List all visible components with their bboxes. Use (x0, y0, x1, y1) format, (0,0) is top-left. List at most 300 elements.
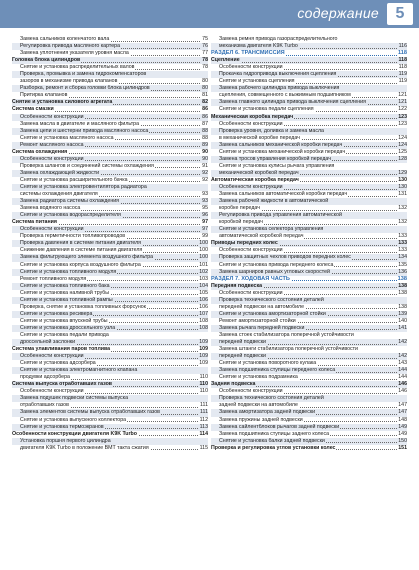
toc-entry-page: 110 (199, 374, 208, 381)
toc-entry (12, 360, 208, 367)
toc-entry (211, 128, 407, 135)
toc-chapter-entry (211, 240, 407, 247)
toc-entry (12, 311, 208, 318)
toc-entry-page: 92 (202, 176, 208, 183)
toc-entry-page: 119 (398, 78, 407, 85)
toc-entry (211, 36, 407, 43)
toc-entry (12, 163, 208, 170)
toc-entry (12, 156, 208, 163)
toc-entry-page: 93 (202, 198, 208, 205)
toc-entry (12, 290, 208, 297)
toc-entry-title: передней подвески на автомобиле (211, 304, 305, 311)
toc-entry-page: 118 (397, 50, 407, 57)
toc-entry-page: 101 (199, 261, 208, 268)
toc-entry-title: Проверка шлангов и соединений системы охлаждения (12, 163, 155, 170)
toc-entry-title: Снятие и установка электромагнитного клапана (12, 367, 138, 374)
page-number: 5 (387, 3, 413, 25)
toc-entry-page: 111 (200, 402, 208, 409)
toc-chapter-entry (12, 99, 208, 106)
toc-chapter-entry (12, 106, 208, 113)
toc-entry-page: 100 (199, 247, 208, 254)
toc-entry (211, 43, 407, 50)
toc-entry-page: 141 (398, 324, 407, 331)
toc-entry (12, 191, 208, 198)
toc-entry (12, 50, 208, 57)
toc-entry-page: 136 (398, 268, 407, 275)
toc-entry (211, 438, 407, 445)
toc-entry-page: 130 (398, 176, 407, 183)
toc-entry-title: Снятие и установка топливного модуля (12, 269, 117, 276)
toc-entry-title: Снятие и установка сцепления (211, 78, 296, 85)
toc-entry-page: 111 (200, 409, 208, 416)
toc-entry-title: Замена ремня привода газораспределительного (211, 36, 338, 43)
toc-entry-title: Замена амортизатора задней подвески (211, 409, 316, 416)
toc-entry-page: 116 (398, 43, 407, 50)
toc-entry (12, 85, 208, 92)
toc-entry-page: 100 (199, 254, 208, 261)
toc-entry (211, 254, 407, 261)
toc-entry-page: 109 (199, 360, 208, 367)
toc-entry-title: Снятие и установка привода переднего колеса (211, 262, 334, 269)
toc-entry (211, 325, 407, 332)
toc-entry-title: Замена шарниров равных угловых скоростей (211, 269, 331, 276)
toc-entry-title: Снятие и установка дроссельного узла (12, 325, 116, 332)
toc-entry-page: 107 (199, 310, 208, 317)
toc-entry (211, 226, 407, 233)
toc-entry-title: сцепления, совмещенного с выжимным подшипником (211, 92, 352, 99)
toc-entry-page: 115 (199, 444, 208, 451)
toc-entry-title: Снятие и установка выпускного коллектора (12, 417, 127, 424)
toc-entry-title: Проверка уровня, доливка и замена масла (211, 128, 325, 135)
toc-entry-page: 99 (202, 233, 208, 240)
toc-entry-page: 123 (398, 120, 407, 127)
toc-entry-page: 90 (202, 148, 208, 155)
toc-entry (12, 402, 208, 409)
toc-entry (211, 262, 407, 269)
toc-entry-title: коробке передач (211, 205, 261, 212)
toc-entry-title: Система улавливания паров топлива (12, 346, 111, 353)
toc-entry-title: Замена радиатора системы охлаждения (12, 198, 120, 205)
toc-chapter-entry (12, 219, 208, 226)
toc-entry-title: Проверка, снятие и установка топливных форсунок (12, 304, 147, 311)
toc-entry-page: 147 (398, 409, 407, 416)
toc-entry-title: Регулировка привода управления автоматической (211, 212, 343, 219)
toc-entry (211, 346, 407, 353)
toc-chapter-entry (12, 381, 208, 388)
toc-entry-page: 110 (199, 381, 208, 388)
toc-entry-page: 132 (398, 219, 407, 226)
toc-entry-page: 78 (202, 57, 208, 64)
toc-entry-page: 138 (398, 289, 407, 296)
toc-entry (12, 395, 208, 402)
toc-entry (12, 64, 208, 71)
toc-entry-title: Замена штанги стабилизатора поперечной устойчивости (211, 346, 359, 353)
toc-entry-title: Замена рычага передней подвески (211, 325, 305, 332)
toc-entry (211, 318, 407, 325)
toc-entry-title: Система питания (12, 219, 57, 226)
toc-entry-title: Проверка защитных чехлов приводов передних колес (211, 254, 352, 261)
toc-entry (12, 353, 208, 360)
toc-entry (12, 184, 208, 191)
toc-entry-title: Замена элементов системы выпуска отработавших газов (12, 409, 161, 416)
toc-entry-page: 100 (199, 240, 208, 247)
toc-entry (211, 332, 407, 339)
toc-entry-page: 133 (398, 240, 407, 247)
toc-entry-title: Притирка клапанов (12, 92, 68, 99)
toc-entry-title: Снятие и установка масляного насоса (12, 135, 115, 142)
toc-entry-title: двигателя K9K Turbo в положение ВМТ такта сжатия (12, 445, 150, 452)
toc-entry-title: Снятие и установка педали привода (12, 332, 110, 339)
toc-entry-title: Снятие и установка распределительных валов (12, 64, 135, 71)
toc-entry-title: Замена сальников автоматической коробки передач (211, 191, 348, 198)
toc-entry-title: Замена подушек подвески системы выпуска (12, 395, 129, 402)
toc-entry-page: 113 (199, 423, 208, 430)
toc-chapter-entry (211, 283, 407, 290)
toc-entry-page: 146 (398, 381, 407, 388)
toc-chapter-entry (12, 57, 208, 64)
toc-section-heading (211, 50, 407, 57)
toc-entry-page: 97 (202, 219, 208, 226)
toc-entry (211, 247, 407, 254)
toc-entry-title: Замена стоек стабилизатора поперечной устойчивости (211, 332, 355, 339)
toc-entry (12, 43, 208, 50)
toc-entry (12, 438, 208, 445)
toc-entry-title: Проверка и регулировка углов установки колес (211, 444, 336, 451)
toc-entry (12, 339, 208, 346)
toc-entry-page: 104 (199, 282, 208, 289)
toc-entry (12, 409, 208, 416)
toc-entry-title: Особенности конструкции (211, 290, 284, 297)
toc-entry (12, 276, 208, 283)
toc-entry (12, 121, 208, 128)
toc-entry-page: 133 (398, 233, 407, 240)
toc-entry (12, 262, 208, 269)
toc-entry (12, 128, 208, 135)
toc-entry-title: Замена сальников механической коробки передач (211, 142, 343, 149)
toc-entry-page: 131 (398, 191, 407, 198)
toc-entry-page: 146 (398, 388, 407, 395)
toc-entry (12, 388, 208, 395)
toc-entry-title: Проверка, промывка и замена гидрокомпенсаторов (12, 71, 147, 78)
toc-right-column (211, 36, 407, 452)
toc-entry (211, 99, 407, 106)
toc-entry-title: Снятие и установка впускной трубы (12, 318, 109, 325)
toc-entry-page: 108 (199, 317, 208, 324)
toc-entry-title: Снятие и установка амортизаторной стойки (211, 311, 327, 318)
toc-entry-page: 149 (398, 430, 407, 437)
toc-entry-title: Снятие и установка расширительного бачка (12, 177, 129, 184)
toc-entry-page: 144 (398, 374, 407, 381)
toc-entry-title: Снятие и установка адсорбера (12, 360, 97, 367)
toc-entry-page: 103 (199, 275, 208, 282)
toc-entry-page: 81 (202, 92, 208, 99)
toc-entry-title: Снятие и установка топливного бака (12, 283, 111, 290)
toc-entry (12, 212, 208, 219)
toc-entry (12, 114, 208, 121)
toc-chapter-entry (12, 346, 208, 353)
toc-entry (12, 205, 208, 212)
toc-entry-title: Проверка технического состояния деталей (211, 297, 325, 304)
toc-entry (12, 283, 208, 290)
toc-entry-page: 138 (397, 275, 407, 282)
toc-entry-title: Система смазки (12, 106, 54, 113)
toc-chapter-entry (211, 381, 407, 388)
toc-entry (12, 92, 208, 99)
toc-entry-title: Снятие и установка силового агрегата (12, 99, 113, 106)
toc-entry-page: 118 (398, 64, 407, 71)
toc-entry-title: дроссельной заслонки (12, 339, 76, 346)
toc-entry-title: Система выпуска отработавших газов (12, 381, 113, 388)
header-title: содержание (297, 5, 379, 21)
toc-entry (211, 424, 407, 431)
toc-entry-page: 142 (398, 339, 407, 346)
toc-entry-title: задней подвески на автомобиле (211, 402, 299, 409)
toc-entry (211, 388, 407, 395)
toc-entry-title: Снятие и установка подрамника (211, 374, 299, 381)
toc-entry (211, 135, 407, 142)
toc-entry-page: 134 (398, 254, 407, 261)
toc-entry (12, 332, 208, 339)
toc-entry-title: Прокачка гидропривода выключения сцепления (211, 71, 337, 78)
toc-entry (211, 304, 407, 311)
toc-entry-page: 106 (199, 296, 208, 303)
toc-entry-page: 138 (398, 303, 407, 310)
toc-entry-page: 88 (202, 127, 208, 134)
toc-entry-title: Снятие и установка наливной трубы (12, 290, 110, 297)
toc-chapter-entry (12, 149, 208, 156)
toc-entry-page: 112 (199, 416, 208, 423)
toc-entry-title: Замена рабочего цилиндра привода выключения (211, 85, 340, 92)
toc-entry-title: Особенности конструкции (211, 388, 284, 395)
toc-entry-title: Снятие и установка кулисы рычага управления (211, 163, 335, 170)
toc-entry-title: Задняя подвеска (211, 381, 256, 388)
toc-entry-page: 80 (202, 78, 208, 85)
toc-entry-page: 86 (202, 106, 208, 113)
toc-entry-title: Особенности конструкции двигателя K9K Turbo (12, 430, 137, 437)
toc-entry (12, 424, 208, 431)
toc-entry (211, 149, 407, 156)
toc-entry-title: Система охлаждения (12, 148, 68, 155)
toc-entry (12, 374, 208, 381)
toc-entry-page: 128 (398, 155, 407, 162)
toc-entry-page: 147 (398, 402, 407, 409)
toc-entry-page: 123 (398, 113, 407, 120)
toc-entry (211, 106, 407, 113)
toc-entry (211, 290, 407, 297)
toc-entry (12, 367, 208, 374)
toc-entry (211, 142, 407, 149)
toc-entry (12, 198, 208, 205)
toc-entry-page: 142 (398, 353, 407, 360)
toc-entry-title: Снятие и установка водораспределителя (12, 212, 122, 219)
toc-chapter-entry (12, 431, 208, 438)
toc-entry-title: передней подвески (211, 339, 267, 346)
toc-entry-title: Замена подшипника ступицы заднего колеса (211, 431, 330, 438)
toc-entry-title: Снятие и установка поворотного кулака (211, 360, 317, 367)
toc-entry (12, 233, 208, 240)
toc-entry (211, 121, 407, 128)
toc-entry (12, 226, 208, 233)
toc-entry (211, 360, 407, 367)
toc-entry (211, 205, 407, 212)
toc-entry-title: Снятие и установка топливной рампы (12, 297, 114, 304)
toc-entry-title: Замена охлаждающей жидкости (12, 170, 100, 177)
toc-entry-title: Особенности конструкции (12, 226, 85, 233)
toc-entry-title: Особенности конструкции (12, 353, 85, 360)
toc-entry (12, 254, 208, 261)
toc-entry-title: Проверка давления в системе питания двигателя (12, 240, 142, 247)
toc-entry-title: Сцепление (211, 57, 240, 64)
toc-entry (211, 198, 407, 205)
toc-entry-title: Особенности конструкции (211, 184, 284, 191)
toc-entry-page: 132 (398, 205, 407, 212)
toc-entry-page: 77 (202, 50, 208, 57)
toc-entry (12, 177, 208, 184)
toc-entry-page: 76 (202, 43, 208, 50)
toc-entry-title: РАЗДЕЛ 7. ХОДОВАЯ ЧАСТЬ (211, 275, 290, 282)
toc-entry-page: 121 (398, 99, 407, 106)
toc-entry (211, 339, 407, 346)
toc-entry-title: Ремонт амортизаторной стойки (211, 318, 297, 325)
toc-entry-title: Снятие и установка ресивера (12, 311, 93, 318)
toc-entry (211, 402, 407, 409)
toc-entry-page: 108 (199, 324, 208, 331)
toc-entry-page: 124 (398, 141, 407, 148)
toc-entry-page: 138 (398, 282, 407, 289)
toc-entry-page: 151 (398, 444, 407, 451)
toc-entry (211, 311, 407, 318)
toc-entry (12, 417, 208, 424)
toc-entry-title: Снятие и установка балки задней подвески (211, 438, 326, 445)
toc-entry-title: Замена рабочей жидкости в автоматической (211, 198, 329, 205)
toc-entry-page: 75 (202, 36, 208, 42)
toc-chapter-entry (211, 114, 407, 121)
toc-entry (211, 64, 407, 71)
toc-entry-title: Снятие и установка селектора управления (211, 226, 324, 233)
toc-entry (12, 135, 208, 142)
toc-entry-page: 96 (202, 212, 208, 219)
toc-entry-title: Автоматическая коробка передач (211, 176, 299, 183)
toc-entry (12, 445, 208, 452)
toc-entry-title: Снятие и установка термоэкранов (12, 424, 105, 431)
toc-entry-page: 140 (398, 317, 407, 324)
toc-entry (211, 71, 407, 78)
toc-entry-page: 150 (398, 437, 407, 444)
toc-entry (211, 85, 407, 92)
toc-entry (211, 78, 407, 85)
toc-entry-page: 114 (199, 430, 208, 437)
toc-entry-title: Регулировка привода масляного картера (12, 43, 121, 50)
toc-entry-page: 97 (202, 226, 208, 233)
toc-entry-page: 102 (199, 268, 208, 275)
toc-entry (12, 247, 208, 254)
toc-entry-title: Замена водяного насоса (12, 205, 81, 212)
toc-entry (12, 170, 208, 177)
toc-entry (211, 163, 407, 170)
toc-entry-title: Разборка, ремонт и сборка головки блока цилиндров (12, 85, 151, 92)
toc-entry-title: механической коробкой передач (211, 170, 300, 177)
toc-entry-page: 139 (398, 310, 407, 317)
toc-entry-title: Замена уплотнения указателя уровня масла (12, 50, 130, 57)
toc-entry-title: Замена сальников коленчатого вала (12, 36, 110, 43)
toc-entry-page: 95 (202, 205, 208, 212)
toc-entry-page: 143 (398, 360, 407, 367)
toc-entry-title: в механической коробке передач (211, 135, 301, 142)
toc-entry-title: Механическая коробка передач (211, 113, 294, 120)
toc-entry-title: Особенности конструкции (211, 121, 284, 128)
toc-entry (211, 374, 407, 381)
toc-entry (211, 367, 407, 374)
toc-entry-title: Снятие и установка электровентилятора радиатора (12, 184, 148, 191)
toc-entry (211, 431, 407, 438)
toc-entry-page: 90 (202, 155, 208, 162)
toc-entry-title: Замена подшипника ступицы переднего колеса (211, 367, 336, 374)
toc-entry-title: передней подвески (211, 353, 267, 360)
toc-entry-title: Установка поршня первого цилиндра (12, 438, 112, 445)
toc-entry-title: Ремонт масляного насоса (12, 142, 85, 149)
page-header (0, 0, 419, 28)
toc-entry-title: Особенности конструкции (12, 156, 85, 163)
toc-entry-page: 93 (202, 191, 208, 198)
toc-entry-title: автоматической коробкой передач (211, 233, 304, 240)
toc-entry-page: 119 (398, 71, 407, 78)
toc-entry-title: РАЗДЕЛ 6. ТРАНСМИССИЯ (211, 50, 285, 57)
toc-entry-title: Замена масла в двигателе и масляного фильтра (12, 121, 140, 128)
toc-entry-title: Снятие и установка механической коробки передач (211, 149, 346, 156)
toc-entry (211, 170, 407, 177)
toc-entry-title: Передняя подвеска (211, 282, 263, 289)
toc-entry-page: 144 (398, 367, 407, 374)
toc-entry-title: Особенности конструкции (12, 114, 85, 121)
toc-entry-page: 106 (199, 303, 208, 310)
toc-entry (211, 156, 407, 163)
toc-entry-page: 124 (398, 134, 407, 141)
toc-entry-title: зазоров в механизме привода клапанов (12, 78, 118, 85)
toc-entry-page: 86 (202, 113, 208, 120)
toc-entry (211, 212, 407, 219)
toc-entry (211, 92, 407, 99)
toc-entry-title: Головка блока цилиндров (12, 57, 81, 64)
toc-entry-title: Замена цепи и шестерни привода масляного насоса (12, 128, 149, 135)
toc-entry-title: Замена сайлентблоков рычагов задней подвески (211, 424, 340, 431)
toc-entry-page: 110 (199, 388, 208, 395)
toc-entry (12, 240, 208, 247)
toc-entry-title: Особенности конструкции (12, 388, 85, 395)
toc-entry-page: 89 (202, 141, 208, 148)
toc-entry (12, 304, 208, 311)
toc-entry-page: 78 (202, 64, 208, 71)
toc-entry (211, 233, 407, 240)
toc-entry-title: Замена фильтрующего элемента воздушного фильтра (12, 254, 154, 261)
toc-entry (12, 71, 208, 78)
toc-entry-page: 109 (199, 339, 208, 346)
toc-chapter-entry (211, 177, 407, 184)
toc-entry (211, 297, 407, 304)
toc-entry-page: 135 (398, 261, 407, 268)
toc-entry-title: Ремонт топливного модуля (12, 276, 87, 283)
toc-entry-page: 105 (199, 289, 208, 296)
toc-entry-page: 129 (398, 169, 407, 176)
toc-entry-title: Приводы передних колес (211, 240, 278, 247)
toc-entry (12, 78, 208, 85)
toc-entry-page: 118 (398, 57, 407, 64)
toc-entry-title: Снятие и установка корпуса воздушного фильтра (12, 262, 142, 269)
toc-entry-page: 88 (202, 134, 208, 141)
toc-entry-page: 130 (398, 183, 407, 190)
toc-entry-page: 82 (202, 99, 208, 106)
toc-entry (12, 269, 208, 276)
toc-entry-title: Замена пружины задней подвески (211, 417, 304, 424)
